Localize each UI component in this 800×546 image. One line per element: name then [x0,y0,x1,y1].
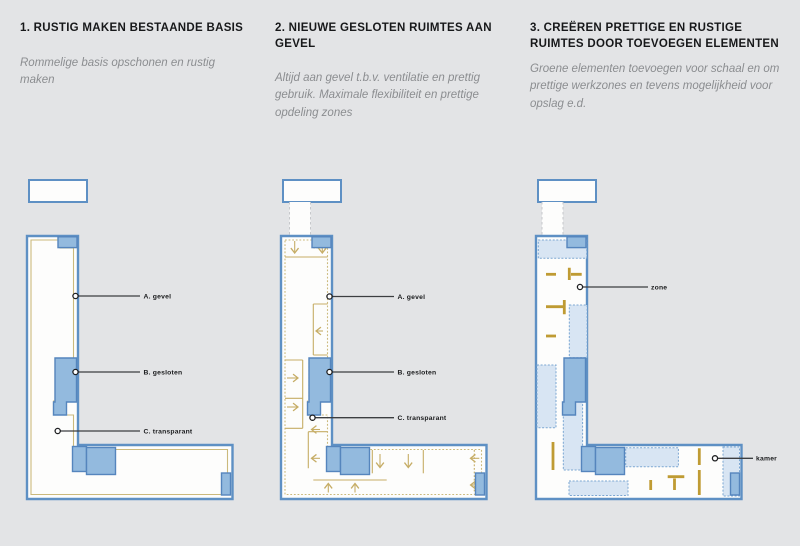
label-b-gesloten: B. gesloten [397,369,437,377]
label-zone: zone [651,284,668,292]
floorplan-2 [280,179,520,511]
closed-element-corner-1 [73,447,87,472]
label-c-transparant: C. transparant [143,428,193,436]
column-2 [275,21,507,122]
label-kamer: kamer [756,455,778,463]
label-a-gevel-group [327,294,425,301]
column-2-description: Altijd aan gevel t.b.v. ventilatie en prettig gebruik. Maximale flexibiliteit en prettige opdeling zones [275,72,480,119]
closed-element-corner-1 [327,447,341,472]
entrance-connector [290,202,311,237]
label-c-transparant: C. transparant [397,415,447,423]
zone-left [537,365,556,428]
closed-element-end [476,473,485,495]
closed-element-corner-2 [596,448,625,475]
leader-dot [712,456,717,461]
label-a-gevel: A. gevel [143,293,172,301]
closed-element-end [731,473,740,495]
entrance-connector [542,202,563,237]
label-a-gevel-group [73,293,171,300]
entrance-block [283,180,341,202]
closed-element-top [312,237,331,248]
zone-wing-bottom [569,481,628,496]
zone-wing-center [626,448,679,467]
column-1-title: 1. RUSTIG MAKEN BESTAANDE BASIS [20,22,244,34]
closed-element-top [58,237,77,248]
closed-element-end [222,473,231,495]
closed-element-corner-1 [582,447,596,472]
leader-dot [310,415,315,420]
floorplan-1 [26,179,266,511]
entrance-block [538,180,596,202]
closed-element-corner-2 [87,448,116,475]
column-3-title: 3. CREËREN PRETTIGE EN RUSTIGE RUIMTES DOOR TOEVOEGEN ELEMENTEN [530,22,779,50]
leader-dot [327,294,332,299]
column-3 [530,21,782,113]
leader-dot [73,369,78,374]
closed-element-top [567,237,586,248]
leader-dot [577,284,582,289]
column-3-description: Groene elementen toevoegen voor schaal en om prettige werkzones en tevens mogelijkheid voor opslag e.d. [530,63,780,110]
label-b-gesloten-group [327,369,436,376]
label-b-gesloten: B. gesloten [143,369,183,377]
leader-dot [327,369,332,374]
column-1 [20,21,248,89]
leader-dot [73,293,78,298]
label-zone-group [577,284,667,291]
closed-element-corner-2 [341,448,370,475]
zone-right-upper [569,305,587,358]
column-2-title: 2. NIEUWE GESLOTEN RUIMTES AAN GEVEL [275,22,492,50]
column-1-description: Rommelige basis opschonen en rustig maken [20,56,215,86]
entrance-block [29,180,87,202]
label-a-gevel: A. gevel [397,293,426,301]
leader-dot [55,428,60,433]
plan3-labels [577,284,777,462]
label-b-gesloten-group [73,369,182,376]
floorplan-3 [535,179,800,511]
